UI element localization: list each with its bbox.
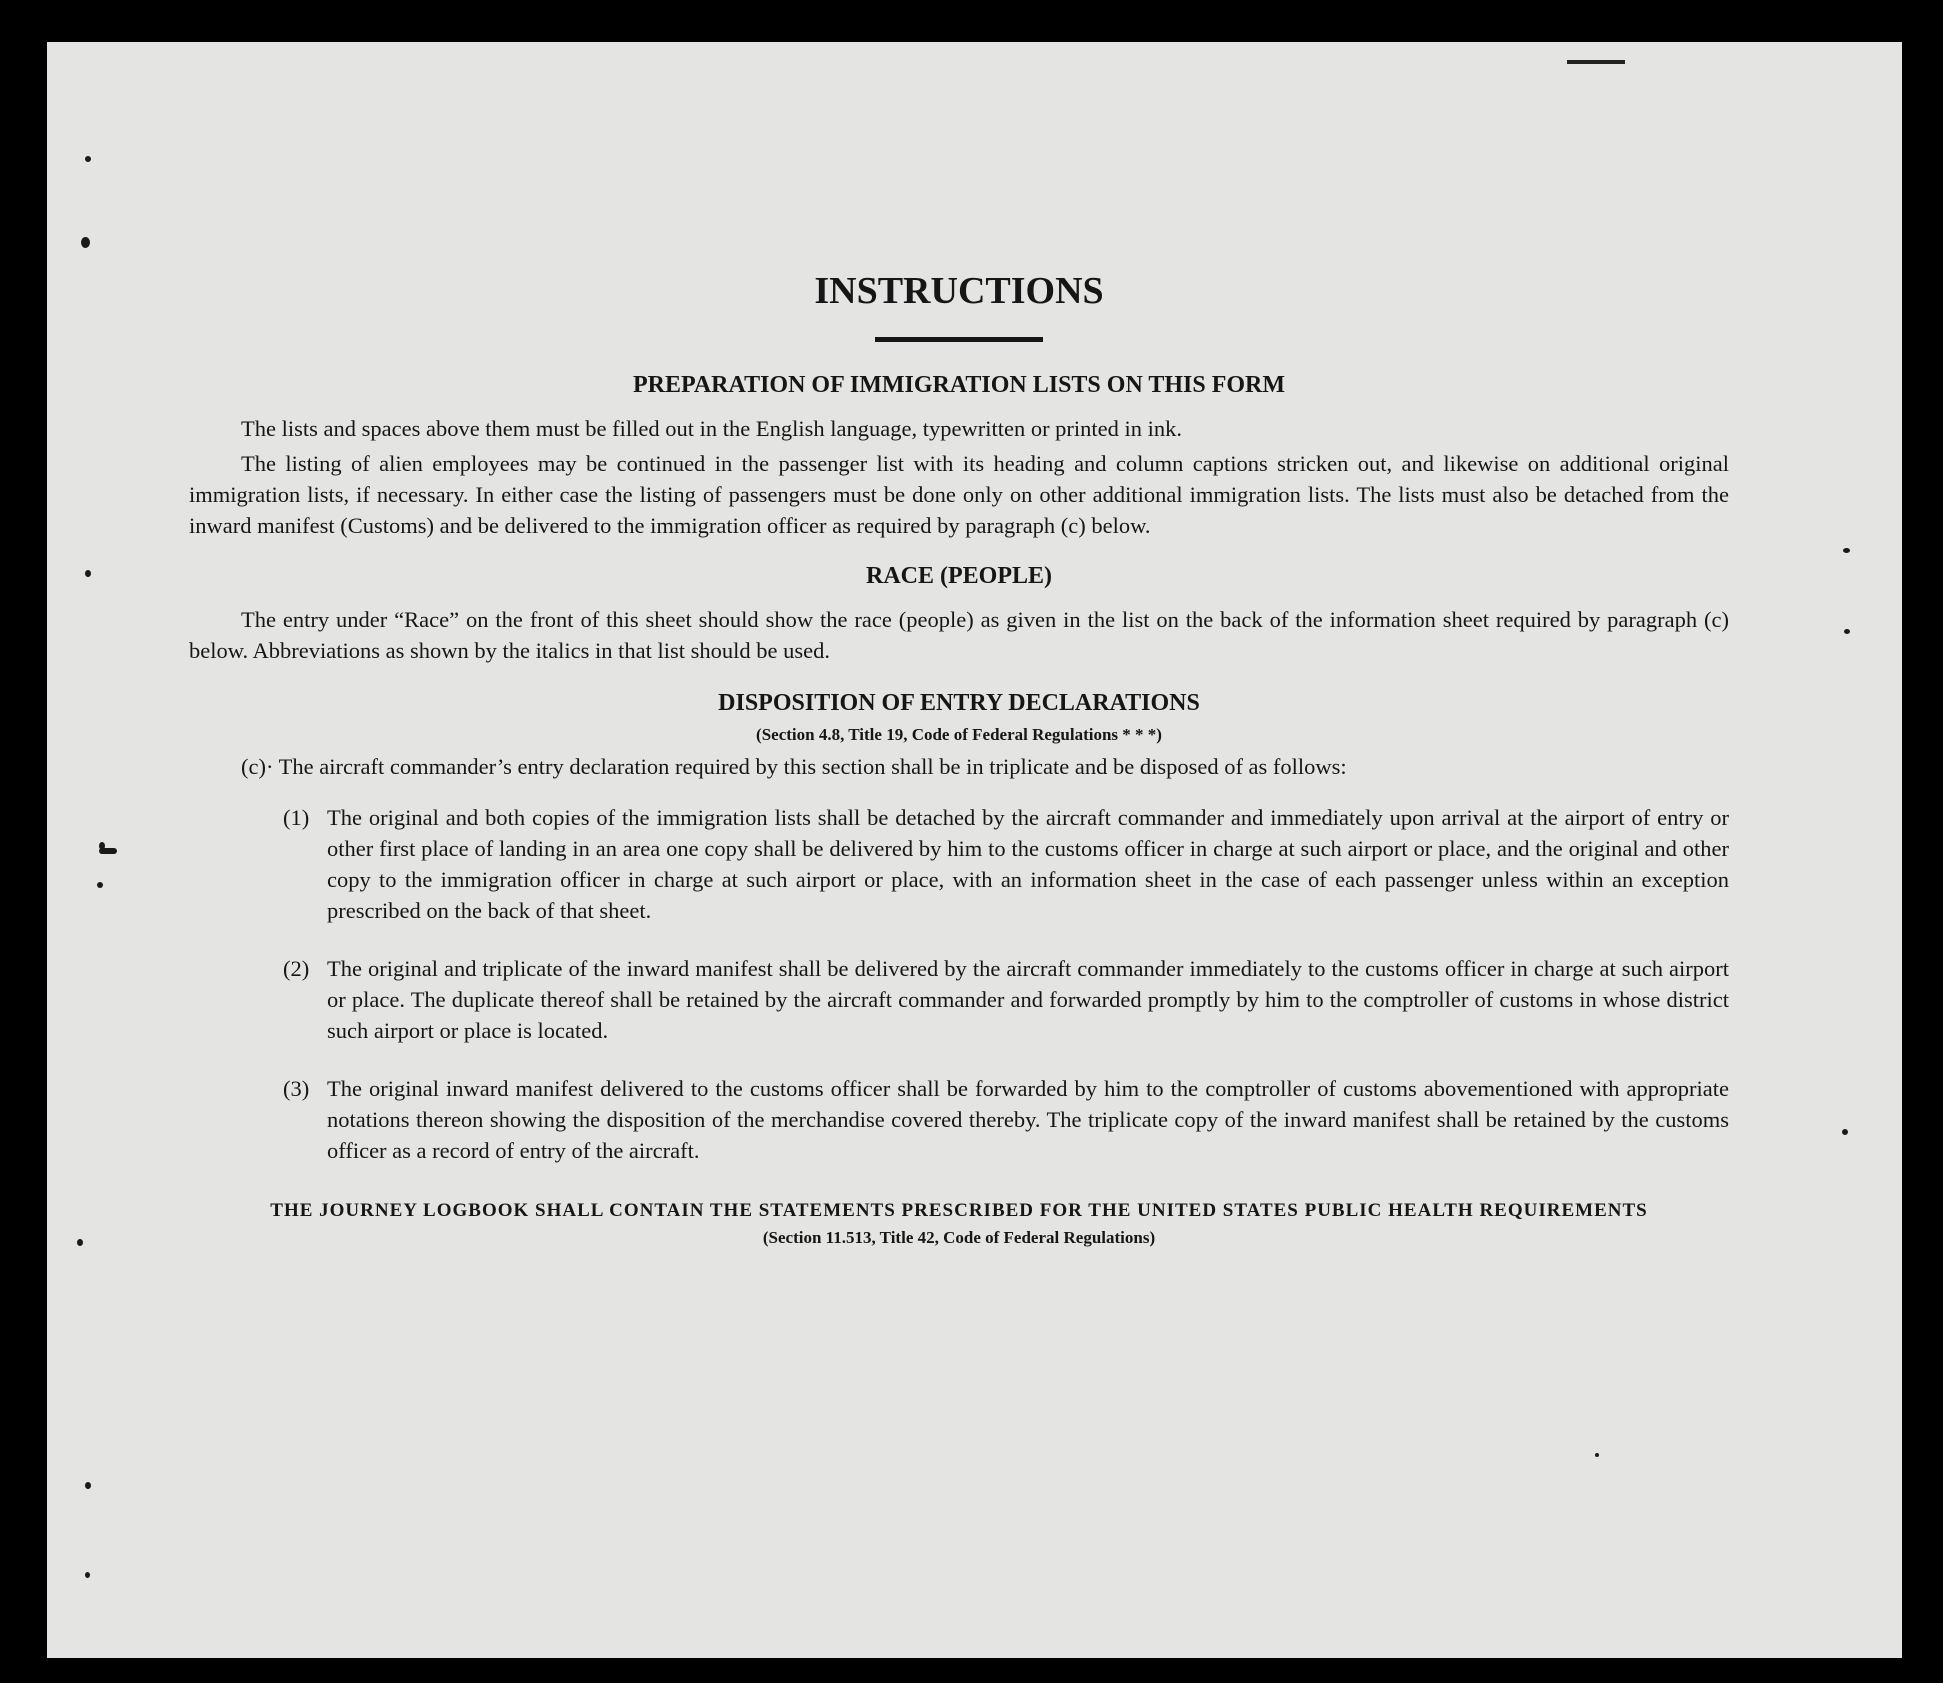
disposition-intro: (c)· The aircraft commander’s entry declaration required by this section shall be in triplicate and be disposed of as follows: — [241, 754, 1347, 779]
corner-tape-mark — [1567, 60, 1625, 64]
margin-dash — [99, 848, 117, 854]
race-heading: RACE (PEOPLE) — [866, 563, 1052, 589]
disposition-heading: DISPOSITION OF ENTRY DECLARATIONS — [718, 690, 1200, 716]
preparation-paragraph-2: The listing of alien employees may be continued in the passenger list with its heading and column captions stricken out, and likewise on additional original immigration lists, if necessary. In either case the listing of passengers must be done only on other additional immigration lists. The lists must also be detached from the inward manifest (Customs) and be delivered to the immigration officer as required by paragraph (c) below. — [189, 451, 1729, 538]
margin-dot — [1843, 548, 1850, 553]
list-item — [283, 802, 1729, 926]
preparation-paragraph-1: The lists and spaces above them must be filled out in the English language, typewritten or printed in ink. — [241, 416, 1183, 441]
public-health-statement: THE JOURNEY LOGBOOK SHALL CONTAIN THE STATEMENTS PRESCRIBED FOR THE UNITED STATES PUBLIC HEALTH REQUIREMENTS — [270, 1200, 1648, 1221]
margin-dot — [81, 237, 90, 248]
margin-dot — [85, 570, 91, 577]
margin-dot — [1842, 1129, 1848, 1135]
margin-dot — [1844, 629, 1850, 634]
item-number: (2) — [283, 956, 310, 981]
item-number: (3) — [283, 1076, 310, 1101]
race-paragraph: The entry under “Race” on the front of this sheet should show the race (people) as given in the list on the back of the information sheet required by paragraph (c) below. Abbreviations as shown by the italics in that list should be used. — [189, 607, 1729, 663]
margin-dot — [85, 156, 91, 162]
margin-dot — [1595, 1453, 1599, 1457]
item-text: The original and triplicate of the inward manifest shall be delivered by the aircraft commander immediately to the customs officer in charge at such airport or place. The duplicate thereof shall be retained by the aircraft commander and forwarded promptly by him to the comptroller of customs in whose district such airport or place is located. — [327, 956, 1729, 1043]
margin-dot — [85, 1572, 90, 1578]
item-text: The original inward manifest delivered to the customs officer shall be forwarded by him to the comptroller of customs abovementioned with appropriate notations thereon showing the disposition of the merchandise covered thereby. The triplicate copy of the inward manifest shall be retained by the customs officer as a record of entry of the aircraft. — [327, 1076, 1729, 1163]
title-underline — [875, 337, 1043, 342]
page-title: INSTRUCTIONS — [814, 270, 1104, 312]
list-item — [283, 1073, 1729, 1166]
margin-dot — [97, 882, 103, 888]
margin-dot — [77, 1239, 83, 1246]
preparation-heading: PREPARATION OF IMMIGRATION LISTS ON THIS FORM — [632, 372, 1286, 398]
disposition-citation: (Section 4.8, Title 19, Code of Federal Regulations * * *) — [756, 725, 1162, 744]
document-page — [47, 42, 1902, 1658]
public-health-citation: (Section 11.513, Title 42, Code of Federal Regulations) — [762, 1228, 1156, 1247]
item-text: The original and both copies of the immigration lists shall be detached by the aircraft commander and immediately upon arrival at the airport of entry or other first place of landing in an area one copy shall be delivered by him to the customs officer in charge at such airport or place, and the original and other copy to the immigration officer in charge at such airport or place, with an information sheet in the case of each passenger unless within an exception prescribed on the back of that sheet. — [327, 805, 1729, 923]
instructions-body — [189, 267, 1729, 1248]
margin-dot — [85, 1482, 91, 1489]
list-item — [283, 953, 1729, 1046]
item-number: (1) — [283, 805, 310, 830]
